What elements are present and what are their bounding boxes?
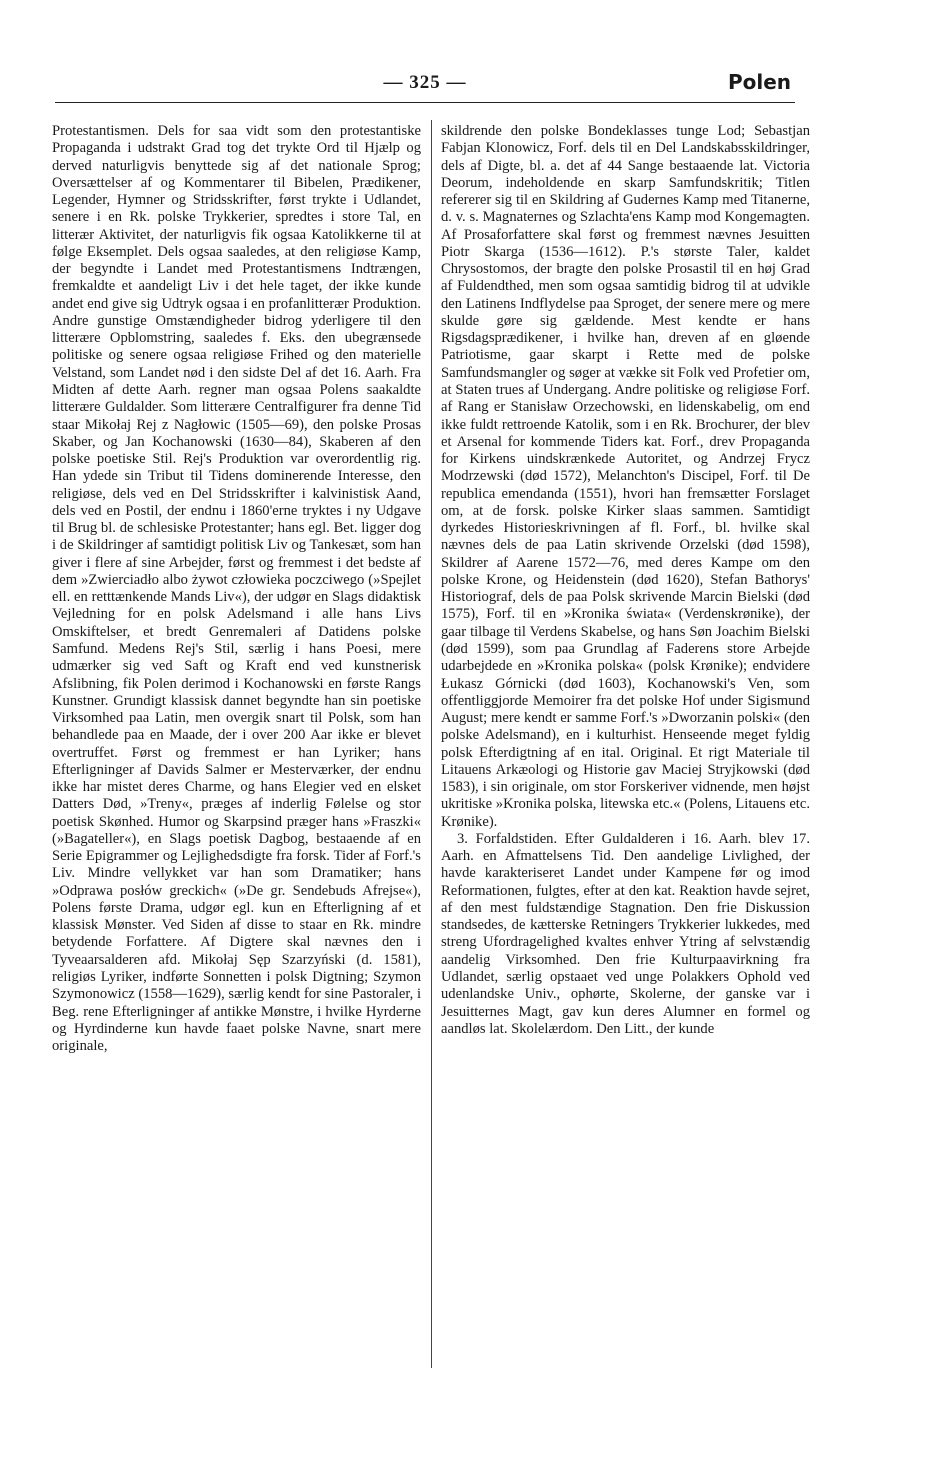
page-number: — 325 — bbox=[383, 72, 467, 93]
right-paragraph-1: skildrende den polske Bondeklasses tunge Lod; Sebastjan Fabjan Klonowicz, Forf. dels til en Del Landskabsskildringer, dels af Digte, bl. a. det af 44 Sange bestaaende lat. Victoria Deorum, indeholdende en skarp Samfundskritik; Titlen refererer sig til en Skildring af Gudernes Kamp med Titanerne, d. v. s. Magnaternes og Szlachta'ens Kamp mod Kongemagten. Af Prosaforfattere skal først og fremmest nævnes Jesuitten Piotr Skarga (1536—1612). P.'s største Taler, kaldet Chrysostomos, der bragte den polske Prosastil til en høj Grad af Fuldendthed, men som ogsaa samtidig bidrog til at udvikle den Latinens Indflydelse paa Sproget, der senere mere og mere skulde gøre sig gældende. Mest kendte er hans Rigsdagsprædikener, i hvilke han, dreven af en gløende Patriotisme, gaar skarpt i Rette med de polske Samfundsmangler og søger at vække sit Folk ved Profetier om, at Staten trues af Undergang. Andre politiske og religiøse Forf. af Rang er Stanisław Orzechowski, en lidenskabelig, om end ikke fuldt rettroende Katolik, som i en Rk. Brochurer, der blev et Arsenal for kommende Tiders kat. Forf., drev Propaganda for Kirkens uindskrænkede Autoritet, og Andrzej Frycz Modrzewski (død 1572), Melanchton's Discipel, Forf. til De republica emendanda (1551), hvori han fremsætter Forslaget om, at de forsk. polske Kirker slaas sammen. Samtidigt dyrkedes Historieskrivningen af fl. Forf., bl. hvilke skal nævnes dels de paa Latin skrivende Orzelski (død 1598), Skildrer af Aarene 1572—76, med deres Kampe om den polske Krone, og Heidenstein (død 1620), Stefan Bathorys' Historiograf, dels de paa Polsk skrivende Marcin Bielski (død 1575), Forf. til en »Kronika świata« (Verdenskrønike), der gaar tilbage til Verdens Skabelse, og hans Søn Joachim Bielski (død 1599), som paa Grundlag af Faderens store Arbejde udarbejdede en »Kronika polska« (polsk Krønike); endvidere Łukasz Górnicki (død 1603), Kochanowski's Ven, som offentliggjorde Memoirer fra det polske Hof under Sigismund August; mere kendt er samme Forf.'s »Dworzanin polski« (den polske Adelsmand), en i kulturhist. Henseende meget fyldig polsk Efterdigtning af en ital. Original. Et rigt Materiale til Litauens Arkæologi og Historie gav Maciej Stryjkowski (død 1583), i sin originale, om stor Forskeriver vidnende, men højst ukritiske »Kronika polska, litewska etc.« (Polens, Litauens etc. Krønike). bbox=[441, 123, 810, 830]
right-paragraph-2: 3. Forfaldstiden. Efter Guldalderen i 16. Aarh. blev 17. Aarh. en Afmattelsens Tid. Den aandelige Livlighed, der havde karakteriseret Landet under Kampene før og imod Reformationen, fulgtes, efter at den kat. Reaktion havde sejret, af den mest fuldstændige Stagnation. Den frie Diskussion standsedes, de kætterske Retningers Trykkerier lukkedes, med streng Ufordragelighed kvaltes enhver Ytring af selvstændig aandelig Virksomhed. Den frie Kulturpaavirkning fra Udlandet, særlig opstaaet ved unge Polakkers Ophold ved udenlandske Univ., ophørte, Skolerne, der ganske var i Jesuitternes Magt, gav kun deres Alumner en formel og aandløs lat. Skolelærdom. Den Litt., der kunde bbox=[441, 830, 810, 1037]
left-paragraph-1: Protestantismen. Dels for saa vidt som den protestantiske Propaganda i udstrakt Grad tog det trykte Ord til Hjælp og derved naturligvis benyttede sig af det nationale Sprog; Oversættelser af og Kommentarer til Bibelen, Prædikener, Legender, Hymner og Stridsskrifter, først trykte i Udlandet, senere i en Rk. polske Trykkerier, spredtes i store Tal, en litterær Aktivitet, der naturligvis fik ogsaa Katolikkerne til at følge Eksemplet. Dels ogsaa saaledes, at den religiøse Kamp, der begyndte i Landet med Protestantismens Indtrængen, fremkaldte et aandeligt Liv i det hele taget, der ikke kunde andet end give sig Udtryk ogsaa i en profanlitterær Produktion. Andre gunstige Omstændigheder bidrog yderligere til den litterære Opblomstring, saaledes f. Eks. den ubegrænsede politiske og senere ogsaa religiøse Frihed og den materielle Velstand, som Landet nød i den sidste Del af det 16. Aarh. Fra Midten af dette Aarh. regner man ogsaa Polens saakaldte litterære Guldalder. Som litterære Centralfigurer fra denne Tid staar Mikołaj Rej z Nagłowic (1505—69), den polske Prosas Skaber, og Jan Kochanowski (1630—84), Skaberen af den polske poetiske Stil. Rej's Produktion var overordentlig rig. Han ydede sin Tribut til Tidens dominerende Interesse, den religiøse, dels ved en Del Stridsskrifter i kalvinistisk Aand, dels ved en Postil, der endnu i 1860'erne tryktes i ny Udgave til Brug bl. de schlesiske Protestanter; hans egl. Bet. ligger dog i de Skildringer af samtidigt politisk Liv og Tankesæt, som han giver i flere af sine Arbejder, først og fremmest i det bedste af dem »Zwierciadło albo żywot człowieka poczciwego (»Spejlet ell. en retttænkende Mands Liv«), der udgør en Slags didaktisk Vejledning for en polsk Adelsmand i alle hans Livs Omskiftelser, et bredt Genremaleri af Datidens polske Samfund. Medens Rej's Stil, særlig i hans Poesi, mere udmærker sig ved Saft og Kraft end ved kunstnerisk Afslibning, fik Polen derimod i Kochanowski en første Rangs Kunstner. Grundigt klassisk dannet begyndte han sin poetiske Virksomhed paa Latin, men overgik snart til Polsk, som han behandlede paa en Maade, der i over 200 Aar ikke er blevet overtruffet. Først og fremmest er han Lyriker; hans Efterligninger af Davids Salmer er Mesterværker, der endnu ikke har mistet deres Charme, og hans Elegier ved en elsket Datters Død, »Treny«, præges af inderlig Følelse og stor poetisk Skønhed. Humor og Skarpsind præger hans »Fraszki« (»Bagateller«), en Slags poetisk Dagbog, bestaaende af en Serie Epigrammer og Lejlighedsdigte fra forsk. Tider af Forf.'s Liv. Mindre vellykket var han som Dramatiker; hans »Odprawa posłów greckich« (»De gr. Sendebuds Afrejse«), Polens første Drama, udgør egl. kun en Efterligning af et klassisk Mønster. Ved Siden af disse to staar en Rk. mindre betydende Forfattere. Af Digtere skal nævnes den i Tyveaarsalderen afd. Mikołaj Sęp Szarzyński (d. 1581), religiøs Lyriker, indførte Sonnetten i polsk Digtning; Szymon Szymonowicz (1558—1629), særlig kendt for sine Pastoraler, i Beg. rene Efterligninger af antikke Mønstre, i hvilke Hyrderne og Hyrdinderne kun havde faaet polske Navne, snart mere originale, bbox=[52, 123, 421, 1055]
page-header bbox=[55, 68, 795, 103]
left-column bbox=[52, 123, 421, 1373]
running-head: Polen bbox=[727, 70, 791, 94]
column-divider bbox=[431, 120, 432, 1368]
right-column bbox=[441, 123, 810, 1373]
